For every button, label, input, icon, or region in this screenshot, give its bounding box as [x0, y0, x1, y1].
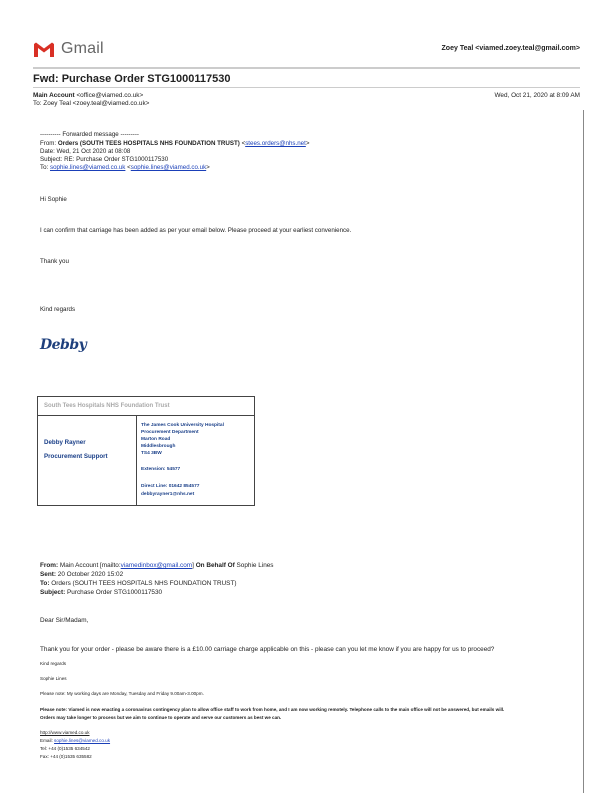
contingency-note-2: Orders may take longer to process but we aim to continue to operate and serve our customers as best we can. [40, 715, 282, 720]
reply-greeting: Hi Sophie [40, 196, 67, 203]
sender-name: Main Account [33, 92, 75, 99]
on-behalf-label: On Behalf Of [195, 562, 235, 569]
signer-direct-line: Direct Line: 01642 854577 [141, 484, 200, 489]
address-line: The James Cook University Hospital [141, 423, 224, 428]
original-from-link[interactable]: viamedinbox@gmail.com [120, 562, 193, 569]
message-date: Wed, Oct 21, 2020 at 8:09 AM [494, 92, 580, 99]
original-to-label: To: [40, 580, 50, 587]
original-sender-name: Sophie Lines [40, 676, 67, 681]
handwritten-signature: Debby [40, 337, 87, 353]
signer-address [141, 422, 224, 457]
original-email-link[interactable]: sophie.lines@viamed.co.uk [54, 738, 111, 743]
original-body: Thank you for your order - please be aware there is a £10.00 carriage charge applicable on this - please can you let me know if you are happy for us to proceed? [40, 646, 495, 653]
original-kind-regards: Kind regards [40, 661, 67, 666]
reply-line: I can confirm that carriage has been added as per your email below. Please proceed at your earliest convenience. [40, 227, 352, 234]
website-link[interactable]: http://www.viamed.co.uk [40, 730, 90, 735]
forwarded-from: From: Orders (SOUTH TEES HOSPITALS NHS FOUNDATION TRUST) <stees.orders@nhs.net> [40, 140, 310, 147]
original-subject [40, 589, 162, 596]
original-email-line [40, 738, 110, 743]
recipient-line: To: Zoey Teal <zoey.teal@viamed.co.uk> [33, 100, 150, 107]
signer-email[interactable]: debbyrayner1@nhs.net [141, 491, 195, 497]
working-hours-note: Please note: My working days are Monday, Tuesday and Friday 9.00am-3.00pm. [40, 691, 204, 696]
contingency-note: Please note: Viamed is now enacting a coronavirus contingency plan to allow office staff to work from home, and I am now working remotely. Telephone calls to the main office will not be answered, but emails will. [40, 707, 505, 712]
reply-thanks: Thank you [40, 258, 69, 265]
gmail-logo [33, 40, 104, 58]
original-from-label: From: [40, 562, 59, 569]
header-divider [33, 67, 580, 69]
address-line: Middlesbrough [141, 444, 176, 450]
signature-table-header [38, 397, 254, 416]
address-line: Procurement Department [141, 430, 199, 436]
original-to-value: Orders (SOUTH TEES HOSPITALS NHS FOUNDATION TRUST) [51, 580, 237, 587]
email-label: Email: [40, 738, 55, 743]
on-behalf-name: Sophie Lines [236, 562, 274, 569]
account-email: Zoey Teal <viamed.zoey.teal@gmail.com> [441, 45, 580, 52]
original-from-close: ] [192, 562, 194, 569]
forwarded-to-label: To: [40, 164, 50, 171]
original-from-name: Main Account [mailto: [59, 562, 121, 569]
forwarded-date: Date: Wed, 21 Oct 2020 at 08:08 [40, 148, 131, 155]
original-subject-value: Purchase Order STG1000117530 [67, 589, 163, 596]
forwarded-to-link[interactable]: sophie.lines@viamed.co.uk [49, 164, 126, 171]
address-line: Marton Road [141, 437, 171, 443]
forwarded-from-label: From: [40, 140, 58, 147]
signature-table [37, 396, 255, 506]
subject-divider [33, 87, 580, 88]
forwarded-to-link-2[interactable]: sophie.lines@viamed.co.uk [130, 164, 207, 171]
original-subject-label: Subject: [40, 589, 66, 596]
trust-name: South Tees Hospitals NHS Foundation Trust [44, 403, 170, 409]
signer-contact [141, 483, 199, 498]
gmail-envelope-icon [33, 41, 55, 58]
original-from [40, 562, 274, 569]
sender-address: <office@viamed.co.uk> [76, 92, 144, 99]
original-salutation: Dear Sir/Madam, [40, 617, 89, 624]
forwarded-from-name: Orders (SOUTH TEES HOSPITALS NHS FOUNDATION TRUST) [57, 140, 240, 147]
signer-department: Procurement Support [44, 453, 108, 460]
sender-line [33, 92, 143, 99]
forwarded-to: To: sophie.lines@viamed.co.uk <sophie.lines@viamed.co.uk> [40, 164, 210, 171]
forwarded-marker: ---------- Forwarded message --------- [40, 131, 139, 138]
forwarded-subject: Subject: RE: Purchase Order STG1000117530 [40, 156, 169, 163]
original-sent-value: 20 October 2020 15:02 [57, 571, 124, 578]
original-sent [40, 571, 123, 578]
app-name: Gmail [61, 40, 104, 57]
original-to [40, 580, 236, 587]
address-line: TS4 3BW [141, 451, 162, 457]
reply-regards: Kind regards [40, 306, 76, 313]
telephone: Tel: +44 (0)1535 634542 [40, 746, 90, 751]
signature-table-divider [136, 416, 137, 505]
forwarded-from-link[interactable]: stees.orders@nhs.net [245, 140, 306, 147]
fax: Fax: +44 (0)1535 635582 [40, 754, 92, 759]
email-subject: Fwd: Purchase Order STG1000117530 [33, 73, 231, 85]
signer-extension: Extension: 54577 [141, 467, 181, 472]
quote-bar [583, 110, 584, 793]
original-sent-label: Sent: [40, 571, 56, 578]
signer-name: Debby Rayner [44, 439, 86, 446]
